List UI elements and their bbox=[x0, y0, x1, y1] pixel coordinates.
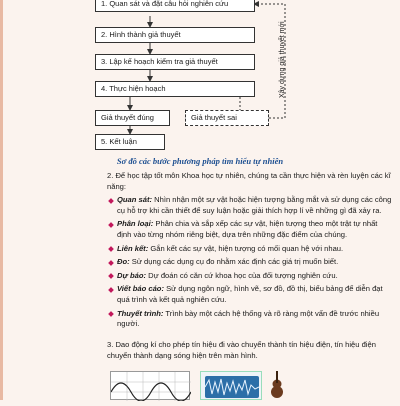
skill-term: Viết báo cáo: bbox=[117, 284, 164, 294]
skill-term: Đo: bbox=[117, 257, 130, 267]
step-5-box: 5. Kết luận bbox=[95, 134, 165, 150]
section-2-intro: 2. Để học tập tốt môn Khoa học tự nhiên, chúng ta cần thực hiện và rèn luyện các kĩ năng: bbox=[107, 171, 391, 191]
skill-item bbox=[107, 244, 392, 255]
step-4-box: 4. Thực hiện hoạch bbox=[95, 81, 255, 97]
oscilloscope-screen bbox=[205, 376, 259, 398]
rebuild-hypothesis-label: Xây dựng giả thuyết mới bbox=[279, 21, 286, 99]
diagram-caption: Sơ đồ các bước phương pháp tìm hiểu tự nhiên bbox=[116, 156, 284, 166]
skill-desc: Dự đoán có căn cứ khoa học của đối tượng nghiên cứu. bbox=[146, 270, 338, 280]
step-3-box: 3. Lập kế hoạch kiểm tra giả thuyết bbox=[95, 54, 255, 70]
step-1-box: 1. Quan sát và đặt câu hỏi nghiên cứu bbox=[95, 0, 255, 12]
skill-item bbox=[107, 284, 392, 305]
section-3 bbox=[107, 340, 392, 361]
oscilloscope-wave-image bbox=[110, 371, 190, 400]
instrument-image bbox=[266, 371, 288, 400]
skill-desc: Sử dụng các dụng cụ đo nhằm xác định các giá trị muốn biết. bbox=[129, 257, 339, 267]
skill-desc: Nhìn nhận một sự vật hoặc hiện tượng bằng mắt và sử dụng các công cụ hỗ trợ khi cần thiết để suy luận hoặc giải thích hợp lí về những gì đã xảy ra. bbox=[117, 195, 392, 215]
section-3-text: 3. Dao động kí cho phép tín hiệu đi vào chuyển thành tín hiệu điện, tín hiệu điện chuyển thành dạng sóng hiện trên màn hình. bbox=[107, 340, 376, 360]
method-flow-diagram bbox=[0, 0, 400, 160]
oscilloscope-device-image bbox=[200, 371, 262, 400]
skill-desc: Phân chia và sắp xếp các sự vật, hiện tượng theo một trật tự nhất định vào từng nhóm riêng biệt, dựa trên những đặc điểm của chúng. bbox=[117, 219, 378, 239]
skill-desc: Trình bày một cách hệ thống và rõ ràng một vấn đề trước nhiều người. bbox=[117, 308, 380, 329]
flow-connectors bbox=[0, 0, 400, 160]
skills-list bbox=[107, 195, 392, 330]
skill-desc: Gắn kết các sự vật, hiện tượng có mối quan hệ với nhau. bbox=[148, 243, 344, 253]
wrong-hypothesis-box: Giả thuyết sai bbox=[185, 110, 269, 126]
skill-term: Thuyết trình: bbox=[117, 308, 164, 318]
skill-item bbox=[107, 271, 392, 282]
skill-term: Quan sát: bbox=[117, 195, 153, 205]
skill-desc: Sử dụng ngôn ngữ, hình vẽ, sơ đồ, đồ thị, biểu bảng để diễn đạt quá trình và kết quả nghiên cứu. bbox=[117, 284, 383, 304]
signal-graphic bbox=[205, 376, 259, 398]
skill-term: Phân loại: bbox=[117, 219, 154, 229]
step-2-box: 2. Hình thành giả thuyết bbox=[95, 27, 255, 43]
violin-icon bbox=[266, 371, 288, 400]
correct-hypothesis-box: Giả thuyết đúng bbox=[95, 110, 170, 126]
section-2 bbox=[107, 171, 392, 330]
skill-term: Dự báo: bbox=[117, 270, 147, 280]
sine-wave-graphic bbox=[111, 372, 191, 401]
skill-item bbox=[107, 309, 392, 330]
skill-item bbox=[107, 257, 392, 268]
skill-item bbox=[107, 195, 392, 216]
skill-item bbox=[107, 219, 392, 240]
skill-term: Liên kết: bbox=[117, 243, 149, 253]
